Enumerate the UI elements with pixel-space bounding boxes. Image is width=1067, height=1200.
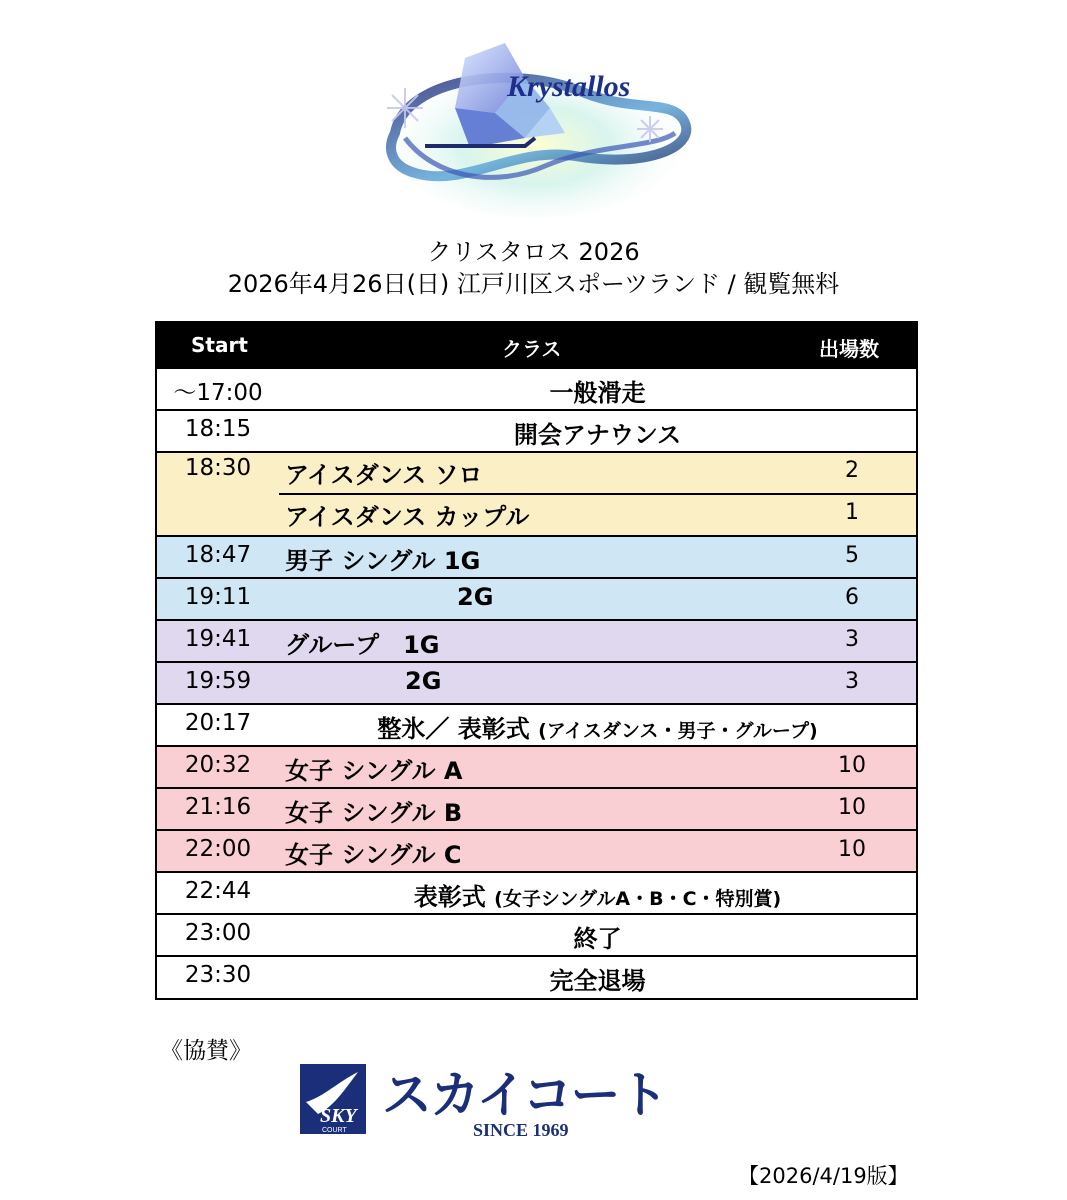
row-label: 開会アナウンス	[513, 421, 682, 449]
row-time: 22:44	[184, 878, 252, 904]
table-row	[157, 789, 916, 831]
row-class: アイスダンス カップル	[285, 503, 530, 531]
row-time: 18:47	[184, 542, 252, 568]
row-time: 18:30	[184, 455, 252, 481]
table-row	[157, 663, 916, 705]
version-label: 【2026/4/19版】	[738, 1164, 909, 1188]
table-row	[157, 705, 916, 747]
row-time: 23:00	[184, 920, 252, 946]
table-row	[157, 747, 916, 789]
row-divider	[279, 493, 916, 495]
row-time: ～17:00	[173, 380, 263, 406]
row-class: 2G	[457, 583, 494, 611]
sponsor-name: スカイコート	[382, 1066, 667, 1124]
table-row	[157, 369, 916, 411]
header-class: クラス	[502, 337, 562, 361]
row-count: 6	[845, 585, 859, 610]
row-class: グループ 1G	[285, 631, 440, 659]
row-count: 3	[845, 669, 859, 694]
row-class: 女子 シングル C	[285, 841, 462, 869]
event-details: 2026年4月26日(日) 江戸川区スポーツランド / 観覧無料	[227, 270, 840, 298]
row-class: アイスダンス ソロ	[285, 461, 483, 489]
row-count: 10	[838, 753, 866, 778]
row-count: 2	[845, 458, 859, 483]
row-class: 2G	[405, 667, 442, 695]
row-count: 1	[845, 500, 859, 525]
row-time: 23:30	[184, 962, 252, 988]
row-time: 19:41	[184, 626, 252, 652]
sponsor-label: 《協賛》	[160, 1038, 252, 1064]
row-time: 22:00	[184, 836, 252, 862]
row-label: 完全退場	[549, 967, 646, 995]
table-row-group-ice-dance	[157, 453, 916, 537]
table-header	[157, 323, 916, 369]
krystallos-logo	[375, 38, 695, 218]
table-row	[157, 537, 916, 579]
sponsor-mark-sub: COURT	[322, 1127, 347, 1134]
row-time: 20:32	[184, 752, 252, 778]
row-count: 10	[838, 837, 866, 862]
sponsor-logo	[298, 1062, 678, 1142]
row-label-note: (アイスダンス・男子・グループ)	[538, 720, 818, 742]
row-count: 10	[838, 795, 866, 820]
row-class: 女子 シングル B	[285, 799, 463, 827]
schedule-table	[155, 321, 918, 1000]
row-label-main: 整氷／ 表彰式	[377, 715, 530, 743]
row-time: 18:15	[184, 416, 252, 442]
row-label: 一般滑走	[549, 379, 646, 407]
table-row	[157, 957, 916, 998]
table-row	[157, 621, 916, 663]
logo-text: Krystallos	[507, 70, 631, 103]
event-title: クリスタロス 2026	[427, 238, 640, 266]
row-label	[279, 877, 916, 912]
table-row	[157, 831, 916, 873]
table-row	[157, 411, 916, 453]
row-time: 21:16	[184, 794, 252, 820]
row-time: 19:11	[184, 584, 252, 610]
row-count: 3	[845, 627, 859, 652]
row-class: 女子 シングル A	[285, 757, 463, 785]
table-row	[157, 873, 916, 915]
row-label: 終了	[573, 925, 622, 953]
header-count: 出場数	[819, 337, 879, 361]
table-row	[157, 579, 916, 621]
row-time: 20:17	[184, 710, 252, 736]
row-label-note: (女子シングルA・B・C・特別賞)	[494, 888, 782, 910]
row-count: 5	[845, 543, 859, 568]
row-label-main: 表彰式	[413, 883, 486, 911]
header-start: Start	[191, 333, 248, 357]
row-time: 19:59	[184, 668, 252, 694]
sponsor-mark: SKY	[320, 1105, 357, 1127]
sponsor-since: SINCE 1969	[473, 1120, 569, 1140]
row-label	[279, 709, 916, 744]
table-row	[157, 915, 916, 957]
row-class: 男子 シングル 1G	[285, 547, 481, 575]
